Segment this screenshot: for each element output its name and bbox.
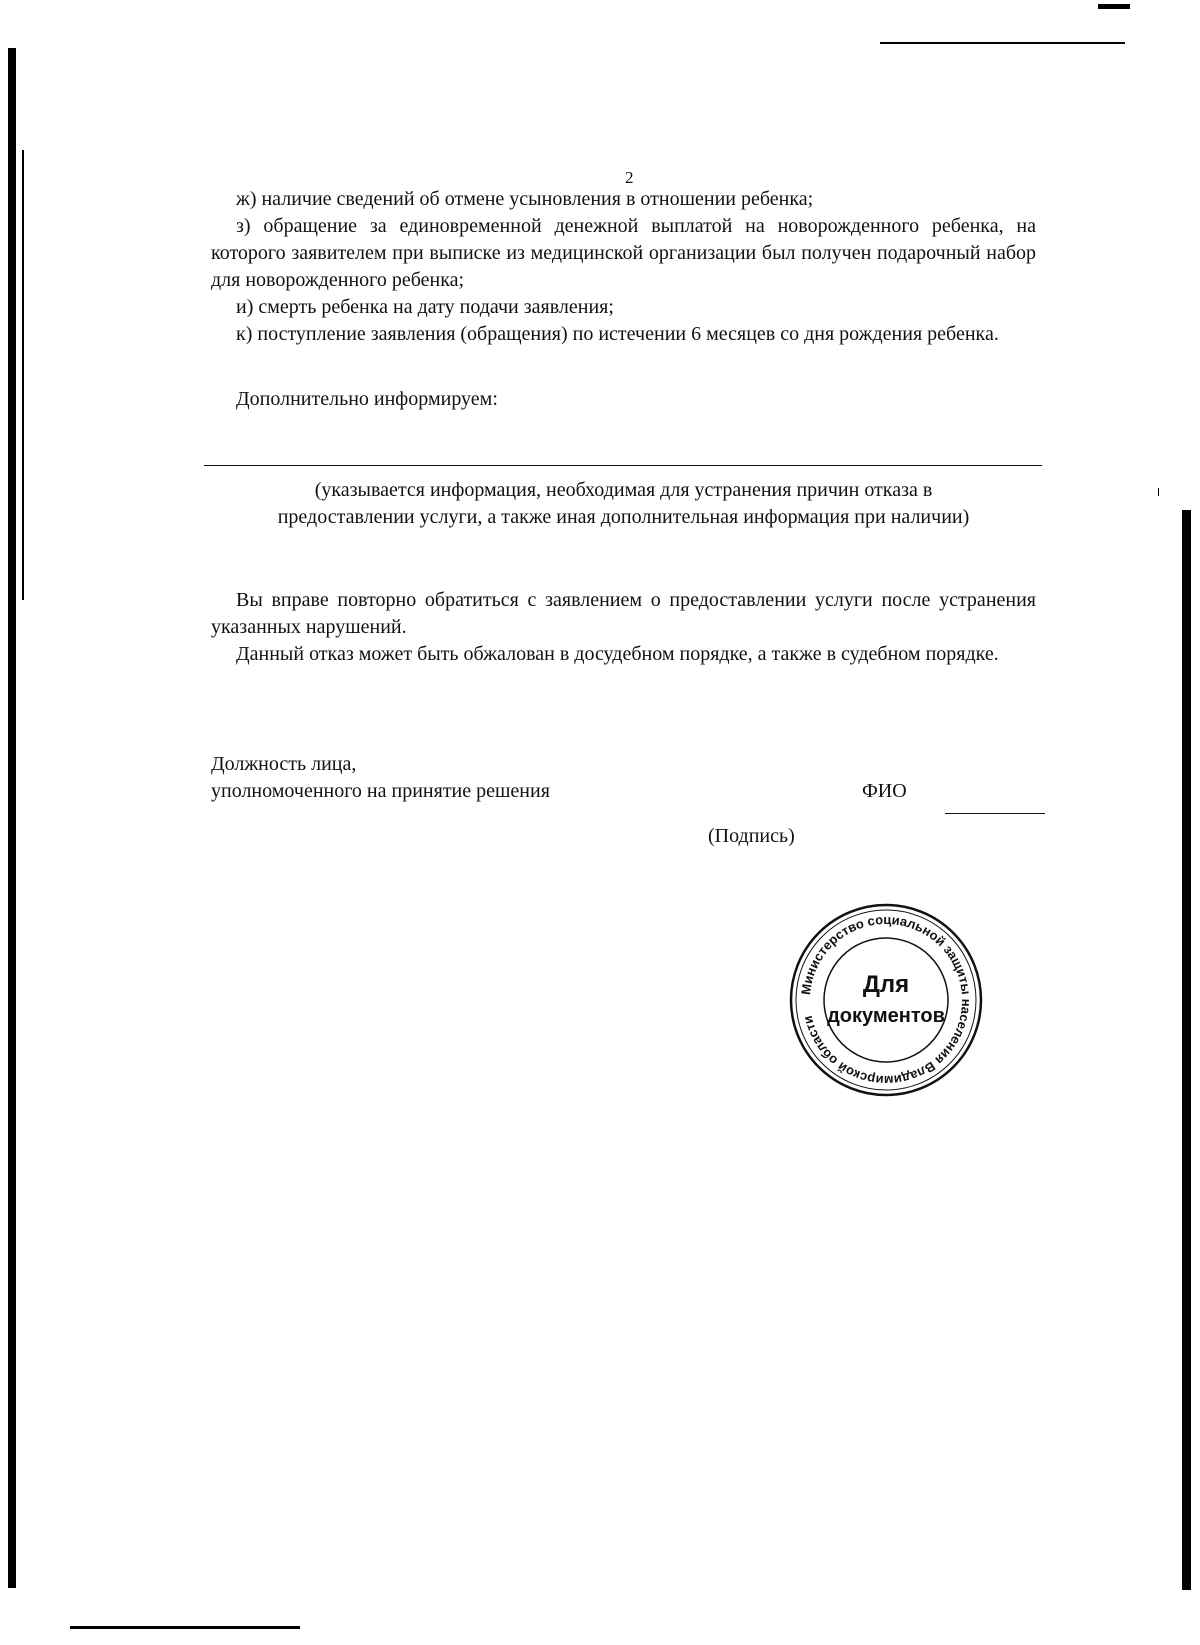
hint-line: предоставлении услуги, а также иная дополнительная информация при наличии) — [277, 506, 970, 528]
scan-rule-bottom-left — [70, 1626, 300, 1629]
scan-edge-right — [1182, 510, 1191, 1590]
official-stamp — [786, 900, 986, 1100]
rights-paragraph: Данный отказ может быть обжалован в досудебном порядке, а также в судебном порядке. — [236, 643, 999, 665]
position-line: уполномоченного на принятие решения — [211, 780, 550, 802]
stamp-ring-text: Министерство социальной защиты населения Владимирской области — [798, 911, 975, 1089]
page-number: 2 — [625, 168, 634, 187]
fio-signature-line — [945, 813, 1045, 814]
scan-edge-right-tick — [1158, 488, 1159, 496]
fio-label: ФИО — [862, 780, 907, 802]
rights-paragraph: Вы вправе повторно обратиться с заявлением о предоставлении услуги после устранения указанных нарушений. — [211, 589, 1036, 638]
additional-info-label: Дополнительно информируем: — [236, 388, 498, 410]
refusal-reasons-list — [211, 186, 1036, 348]
scan-edge-left-thin — [22, 150, 24, 600]
stamp-center-line: документов — [827, 1005, 945, 1027]
stamp-center-line: Для — [862, 971, 910, 998]
reason-item: и) смерть ребенка на дату подачи заявления; — [236, 296, 614, 318]
reason-item: з) обращение за единовременной денежной выплатой на новорожденного ребенка, на которого заявителем при выписке из медицинской организации был получен подарочный набор для новорожденного ребенка; — [211, 215, 1036, 291]
scan-mark-top-right — [1098, 4, 1130, 9]
signature-label: (Подпись) — [708, 825, 795, 847]
appeal-rights — [211, 587, 1036, 668]
hint-line: (указывается информация, необходимая для устранения причин отказа в — [314, 479, 933, 501]
additional-info-hint — [211, 477, 1036, 531]
scan-edge-left — [8, 48, 16, 1588]
position-line: Должность лица, — [211, 753, 357, 775]
scan-rule-top-right — [880, 42, 1125, 44]
additional-info-line — [204, 465, 1042, 466]
reason-item: ж) наличие сведений об отмене усыновления в отношении ребенка; — [236, 188, 814, 210]
reason-item: к) поступление заявления (обращения) по истечении 6 месяцев со дня рождения ребенка. — [236, 323, 999, 345]
official-position — [211, 751, 550, 805]
